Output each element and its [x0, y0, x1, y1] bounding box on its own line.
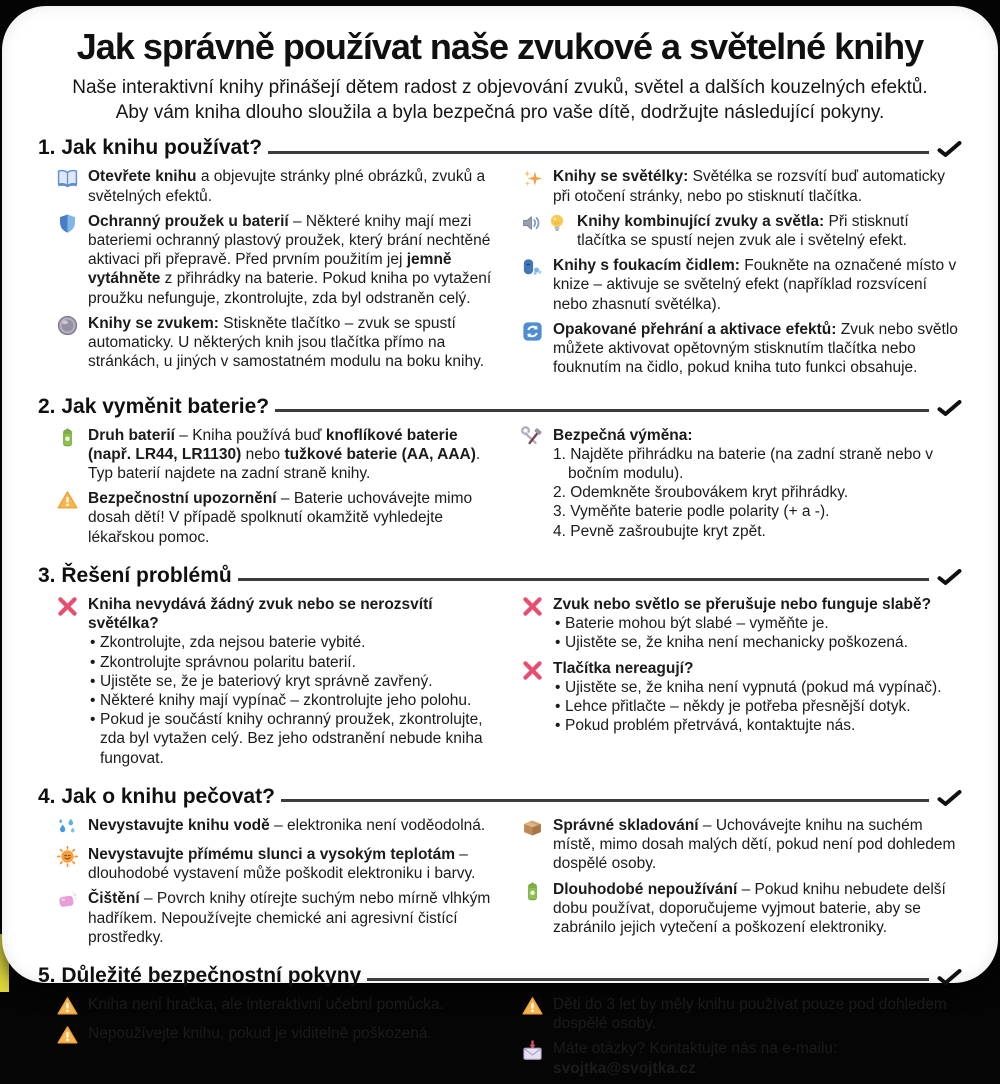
- item-text: [88, 489, 497, 547]
- item-title: Zvuk nebo světlo se přerušuje nebo funguje slabě?: [553, 595, 932, 613]
- bullet-item: • Lehce přitlačte – někdy je potřeba přesnější dotyk.: [553, 697, 942, 716]
- item-text: [553, 816, 962, 874]
- item-text: [553, 1039, 962, 1077]
- section-3-right-column: [521, 595, 962, 774]
- checkmark-icon: [937, 141, 962, 157]
- warning-icon: [56, 995, 79, 1018]
- item-text: [88, 426, 497, 484]
- bullet-item: • Pokud problém přetrvává, kontaktujte nás.: [553, 716, 942, 735]
- item-title: Otevřete knihu: [88, 168, 197, 186]
- safety-item: [56, 1024, 497, 1047]
- icon-pair: [521, 212, 568, 250]
- item-bold: tužkové baterie (AA, AAA): [284, 445, 476, 463]
- item-body: – dlouhodobé vystavení může poškodit elektroniku i barvy.: [88, 845, 476, 883]
- item-title: Nevystavujte knihu vodě: [88, 816, 270, 834]
- shield-icon: [56, 212, 79, 235]
- section-4-right-column: [521, 816, 962, 953]
- open-book-icon: [56, 167, 79, 190]
- section-4-columns: [38, 816, 962, 953]
- safety-item: [521, 995, 962, 1033]
- battery-icon: [521, 880, 544, 903]
- section-4: [38, 785, 962, 953]
- bullet-item: • Zkontrolujte správnou polaritu baterií.: [88, 653, 497, 672]
- bullet-item: • Zkontrolujte, zda nejsou baterie vybité.: [88, 633, 497, 652]
- item-body: Stiskněte tlačítko – zvuk se spustí automaticky. U některých knih jsou tlačítka přímo na stránkách, u jiných v samostatném modulu na boku knihy.: [88, 314, 485, 371]
- blow-sensor-icon: [521, 256, 544, 279]
- item-body: Máte otázky? Kontaktujte nás na e-mailu:: [553, 1040, 838, 1058]
- section-2-header: [38, 395, 962, 419]
- instruction-sheet: [2, 6, 998, 1077]
- instruction-item: [56, 489, 497, 547]
- battery-icon: [56, 426, 79, 449]
- instruction-item: [521, 212, 962, 250]
- item-body: – elektronika není voděodolná.: [269, 816, 486, 834]
- speaker-icon: [521, 212, 543, 234]
- checkmark-icon: [937, 400, 962, 416]
- item-text: [88, 816, 485, 839]
- section-4-left-column: [56, 816, 497, 953]
- item-body: Světélka se rozsvítí buď automaticky při otočení stránky, nebo po stisknutí tlačítka.: [553, 168, 946, 205]
- item-text: [553, 595, 931, 653]
- section-rule: [281, 799, 929, 802]
- item-title: Ochranný proužek u baterií: [88, 212, 289, 230]
- package-icon: [521, 816, 544, 839]
- soap-icon: [56, 889, 79, 912]
- bullet-item: • Baterie mohou být slabé – vyměňte je.: [553, 614, 931, 633]
- instruction-item: [521, 320, 962, 378]
- instruction-item: [56, 845, 497, 883]
- item-text: [553, 880, 962, 938]
- item-body: Zvuk nebo světlo můžete aktivovat opětovným stisknutím tlačítka nebo fouknutím na čidlo, pokud kniha tuto funkci obsahuje.: [553, 320, 958, 377]
- section-1-right-column: [521, 167, 962, 383]
- item-title: Druh baterií: [88, 426, 175, 444]
- bullet-item: • Ujistěte se, že kniha není mechanicky poškozená.: [553, 633, 931, 652]
- item-bold: jemně vytáhněte: [88, 251, 452, 288]
- instruction-item: [521, 816, 962, 874]
- cross-icon: [521, 595, 544, 618]
- envelope-arrow-icon: [521, 1039, 544, 1062]
- section-rule: [367, 978, 929, 981]
- item-text: [88, 845, 497, 883]
- item-title: Knihy se zvukem:: [88, 314, 219, 332]
- item-title: Nevystavujte přímému slunci a vysokým teplotám: [88, 845, 455, 863]
- item-body: nebo: [241, 445, 285, 463]
- section-3-title: 3. Řešení problémů: [38, 563, 232, 587]
- item-text: [88, 889, 497, 947]
- item-title: Kniha nevydává žádný zvuk nebo se nerozsvítí světélka?: [88, 595, 433, 633]
- bullet-item: • Ujistěte se, že kniha není vypnutá (pokud má vypínač).: [553, 678, 942, 697]
- instruction-item: [56, 426, 497, 484]
- item-title: Správné skladování: [553, 816, 699, 834]
- section-4-title: 4. Jak o knihu pečovat?: [38, 784, 275, 808]
- item-body: – Uchovávejte knihu na suchém místě, mimo dosah malých dětí, pokud není pod dohledem dospělé osoby.: [553, 816, 956, 873]
- section-3-left-column: [56, 595, 497, 774]
- section-3-header: [38, 564, 962, 588]
- sound-button-icon: [56, 314, 79, 337]
- repeat-icon: [521, 320, 544, 343]
- item-body: a objevujte stránky plné obrázků, zvuků a světelných efektů.: [88, 168, 486, 205]
- bullet-item: • Pokud je součástí knihy ochranný proužek, zkontrolujte, zda byl vytažen celý. Bez jeho odstranění nebude kniha fungovat.: [88, 710, 497, 768]
- section-rule: [275, 409, 929, 412]
- item-title: Bezpečná výměna:: [553, 426, 693, 444]
- item-body: – Některé knihy mají mezi bateriemi ochranný plastový proužek, který brání nechtěné aktivaci při přepravě. Před prvním použitím jej: [88, 212, 491, 269]
- section-5-title: 5. Důležité bezpečnostní pokyny: [38, 963, 362, 987]
- section-5: [38, 964, 962, 1084]
- section-3: [38, 564, 962, 774]
- warning-icon: [56, 489, 79, 512]
- page-title: Jak správně používat naše zvukové a světelné knihy: [76, 26, 924, 67]
- item-text: [88, 212, 497, 308]
- section-2-right-column: [521, 426, 962, 553]
- instruction-item: [521, 256, 962, 314]
- section-5-right-column: [521, 995, 962, 1084]
- instruction-item: [56, 314, 497, 372]
- item-text: Děti do 3 let by měly knihu používat pouze pod dohledem dospělé osoby.: [553, 995, 947, 1033]
- section-3-columns: [38, 595, 962, 774]
- section-2: [38, 395, 962, 553]
- item-text: [553, 167, 962, 205]
- item-body: . Typ baterií najdete na zadní straně knihy.: [88, 445, 481, 482]
- item-body: z přihrádky na baterie. Pokud kniha po vytažení proužku nefunguje, zkontrolujte, zda byl odstraněn celý.: [88, 270, 492, 307]
- item-title: Knihy s foukacím čidlem:: [553, 257, 740, 275]
- warning-icon: [56, 1024, 79, 1047]
- checkmark-icon: [937, 790, 962, 806]
- section-1-left-column: [56, 167, 497, 383]
- checkmark-icon: [937, 969, 962, 985]
- safety-item: [56, 995, 497, 1018]
- step-item: 2. Odemkněte šroubovákem kryt přihrádky.: [553, 484, 849, 502]
- section-4-header: [38, 785, 962, 809]
- section-5-left-column: [56, 995, 497, 1084]
- section-5-columns: [38, 995, 962, 1084]
- item-title: Čištění: [88, 890, 140, 908]
- item-text: [553, 320, 962, 378]
- item-text: [577, 212, 962, 250]
- warning-icon: [521, 995, 544, 1018]
- item-text: Kniha není hračka, ale interaktivní učební pomůcka.: [88, 995, 444, 1013]
- instruction-item: [521, 167, 962, 205]
- step-item: 3. Vyměňte baterie podle polarity (+ a -).: [553, 503, 830, 521]
- section-rule: [238, 578, 929, 581]
- section-1-header: [38, 136, 962, 160]
- lightbulb-icon: [546, 212, 568, 234]
- section-1-columns: [38, 167, 962, 383]
- item-text: [553, 659, 942, 736]
- section-5-header: [38, 964, 962, 988]
- checkmark-icon: [937, 569, 962, 585]
- item-body: – Baterie uchovávejte mimo dosah dětí! V případě spolknutí okamžitě vyhledejte lékařskou pomoc.: [88, 490, 473, 546]
- section-rule: [268, 151, 929, 154]
- item-body: – Pokud knihu nebudete delší dobu používat, doporučujeme vyjmout baterie, aby se zabránilo jejich vytečení a poškození elektroniky.: [553, 880, 946, 936]
- instruction-item: [56, 889, 497, 947]
- item-body: Foukněte na označené místo v knize – aktivuje se světelný efekt (například rozsvícení nebo zhasnutí světélka).: [553, 257, 957, 313]
- instruction-item: [56, 816, 497, 839]
- section-1: [38, 136, 962, 383]
- intro-text: [38, 76, 962, 125]
- cross-icon: [521, 659, 544, 682]
- instruction-item: [56, 167, 497, 205]
- item-title: Knihy se světélky:: [553, 168, 689, 186]
- troubleshooting-item: [521, 595, 962, 653]
- contact-email: svojtka@svojtka.cz: [553, 1059, 696, 1077]
- intro-line-2: Aby vám kniha dlouho sloužila a byla bezpečná pro vaše dítě, dodržujte následující pokyny.: [115, 101, 885, 123]
- item-title: Knihy kombinující zvuky a světla:: [577, 212, 825, 230]
- sparkles-icon: [521, 167, 544, 190]
- instruction-item: [521, 426, 962, 541]
- item-text: [88, 595, 497, 768]
- item-body: Při stisknutí tlačítka se spustí nejen zvuk ale i světelný efekt.: [577, 212, 909, 250]
- intro-line-1: Naše interaktivní knihy přinášejí dětem radost z objevování zvuků, světel a dalších kouzelných efektů.: [72, 77, 928, 98]
- section-2-columns: [38, 426, 962, 553]
- item-text: [88, 314, 497, 372]
- item-text: [553, 256, 962, 314]
- item-text: Nepoužívejte knihu, pokud je viditelně poškozená.: [88, 1024, 432, 1042]
- troubleshooting-item: [521, 659, 962, 736]
- item-bold: knoflíkové baterie (např. LR44, LR1130): [88, 426, 458, 463]
- item-title: Opakované přehrání a aktivace efektů:: [553, 320, 837, 338]
- step-item: 1. Najděte přihrádku na baterie (na zadní straně nebo v bočním modulu).: [553, 445, 933, 482]
- item-title: Bezpečnostní upozornění: [88, 490, 277, 508]
- step-item: 4. Pevně zašroubujte kryt zpět.: [553, 522, 766, 540]
- item-title: Tlačítka nereagují?: [553, 659, 694, 677]
- contact-item: [521, 1039, 962, 1077]
- item-body: – Povrch knihy otírejte suchým nebo mírně vlhkým hadříkem. Nepoužívejte chemické ani agresivní čistící prostředky.: [88, 890, 491, 946]
- troubleshooting-item: [56, 595, 497, 768]
- bullet-item: • Ujistěte se, že je bateriový kryt správně zavřený.: [88, 672, 497, 691]
- instruction-item: [521, 880, 962, 938]
- tools-icon: [521, 426, 544, 449]
- section-2-left-column: [56, 426, 497, 553]
- instruction-item: [56, 212, 497, 308]
- bullet-item: • Některé knihy mají vypínač – zkontrolujte jeho polohu.: [88, 691, 497, 710]
- water-drops-icon: [56, 816, 79, 839]
- cross-icon: [56, 595, 79, 618]
- item-body: – Kniha používá buď: [174, 426, 326, 444]
- section-1-title: 1. Jak knihu používat?: [38, 136, 263, 160]
- item-text: [88, 167, 497, 205]
- item-title: Dlouhodobé nepoužívání: [553, 880, 738, 898]
- section-2-title: 2. Jak vyměnit baterie?: [38, 394, 270, 418]
- item-text: [553, 426, 962, 541]
- sun-face-icon: [56, 845, 79, 868]
